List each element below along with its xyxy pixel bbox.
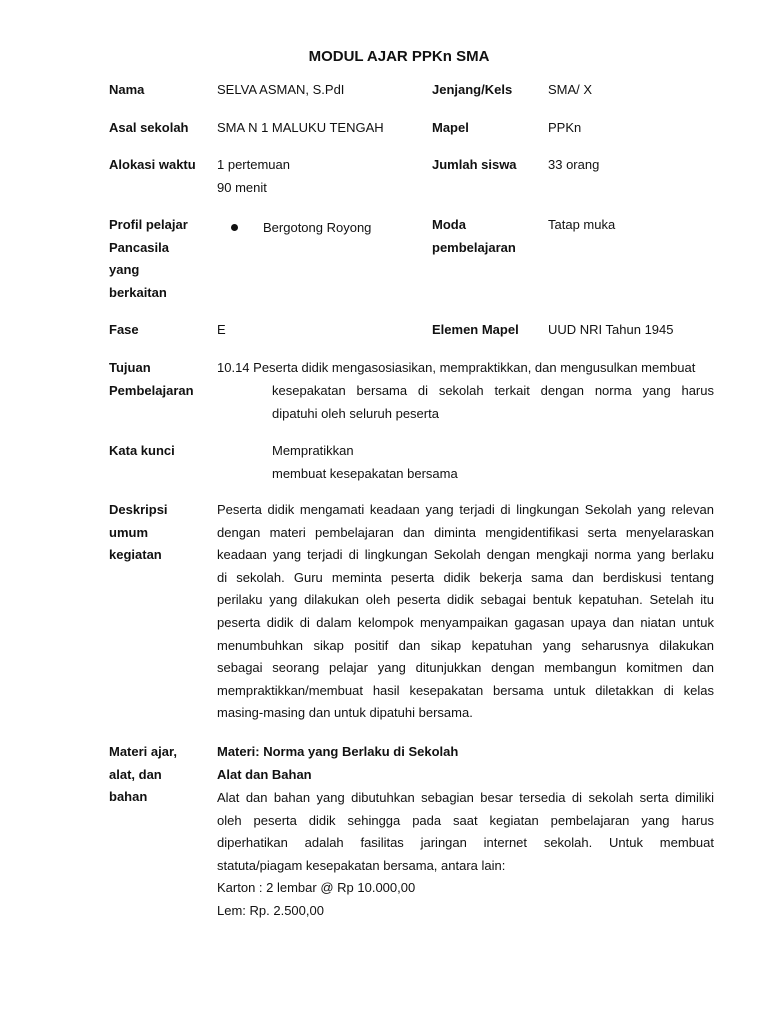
profil-label-line: yang xyxy=(109,262,140,278)
elemen-mapel-label: Elemen Mapel xyxy=(432,322,519,337)
deskripsi-label-line: kegiatan xyxy=(109,547,162,563)
tujuan-label-line: Pembelajaran xyxy=(109,382,194,398)
alokasi-line: 90 menit xyxy=(217,179,267,195)
bullet-icon xyxy=(231,224,238,231)
fase-label: Fase xyxy=(109,322,139,337)
deskripsi-line: masing-masing dan untuk dipatuhi bersama. xyxy=(217,705,473,721)
profil-pelajar-label xyxy=(109,214,213,304)
tujuan-line: dipatuhi oleh seluruh peserta xyxy=(272,405,439,421)
materi-label-line: alat, dan xyxy=(109,766,162,782)
fase-value: E xyxy=(217,322,226,337)
alat-bahan-heading: Alat dan Bahan xyxy=(217,767,312,782)
deskripsi-line: keadaan yang terjadi di lingkungan Sekolah dengan mengkaji norma yang berlaku xyxy=(217,547,714,563)
deskripsi-label xyxy=(109,499,213,567)
materi-body xyxy=(217,787,714,877)
materi-item-list xyxy=(217,877,415,922)
kata-kunci-value xyxy=(272,440,458,485)
moda-label-line: Moda xyxy=(432,217,466,232)
elemen-mapel-value: UUD NRI Tahun 1945 xyxy=(548,322,674,337)
deskripsi-body xyxy=(217,499,714,725)
deskripsi-line: mempraktikkan/membuat hasil kesepakatan bersama untuk diletakkan di kelas xyxy=(217,682,714,698)
kata-kunci-line: membuat kesepakatan bersama xyxy=(272,465,458,481)
alokasi-waktu-value xyxy=(217,154,290,199)
tujuan-body xyxy=(272,380,714,425)
deskripsi-line: sebagai seorang pelajar yang ditunjukkan dengan membangun komitmen dan xyxy=(217,660,714,676)
deskripsi-line: dengan materi pembelajaran dan diminta mengidentifikasi serta menyelaraskan xyxy=(217,524,714,540)
moda-label xyxy=(432,214,542,259)
materi-label xyxy=(109,741,213,809)
alokasi-waktu-label: Alokasi waktu xyxy=(109,157,196,172)
deskripsi-line: peserta didik di dalam kelompok menyampaikan gagasan upaya dan niatan untuk xyxy=(217,614,714,630)
materi-line: diperhatikan adalah fasilitas jaringan internet sekolah. Untuk membuat xyxy=(217,835,714,851)
deskripsi-line: Peserta didik mengamati keadaan yang terjadi di lingkungan Sekolah yang relevan xyxy=(217,502,714,517)
tujuan-first-line: 10.14 Peserta didik mengasosiasikan, mempraktikkan, dan mengusulkan membuat xyxy=(217,360,696,375)
tujuan-label-line: Tujuan xyxy=(109,360,151,375)
profil-pelajar-value: Bergotong Royong xyxy=(263,220,372,235)
moda-label-line: pembelajaran xyxy=(432,239,516,255)
profil-label-line: Profil pelajar xyxy=(109,217,188,232)
jumlah-siswa-value: 33 orang xyxy=(548,157,600,172)
mapel-label: Mapel xyxy=(432,120,469,135)
nama-label: Nama xyxy=(109,82,145,97)
profil-label-line: berkaitan xyxy=(109,284,167,300)
deskripsi-line: menumbuhkan sikap positif dan sikap kepatuhan yang seharusnya dilakukan xyxy=(217,637,714,653)
deskripsi-line: perilaku yang dilakukan oleh peserta didik sebagai bentuk kepatuhan. Setelah itu xyxy=(217,592,714,608)
profil-label-line: Pancasila xyxy=(109,239,169,255)
materi-heading: Materi: Norma yang Berlaku di Sekolah xyxy=(217,744,459,759)
asal-sekolah-value: SMA N 1 MALUKU TENGAH xyxy=(217,120,384,135)
materi-label-line: bahan xyxy=(109,789,148,805)
deskripsi-line: di sekolah. Guru meminta peserta didik bekerja sama dan berdiskusi tentang xyxy=(217,569,714,585)
deskripsi-label-line: Deskripsi xyxy=(109,502,168,517)
materi-line: oleh peserta didik sehingga pada saat kegiatan pembelajaran yang harus xyxy=(217,812,714,828)
document-title: MODUL AJAR PPKn SMA xyxy=(308,48,490,65)
tujuan-line: kesepakatan bersama di sekolah terkait dengan norma yang harus xyxy=(272,383,714,398)
jumlah-siswa-label: Jumlah siswa xyxy=(432,157,517,172)
tujuan-label xyxy=(109,357,213,402)
jenjang-value: SMA/ X xyxy=(548,82,593,97)
alokasi-line: 1 pertemuan xyxy=(217,157,290,172)
materi-line: statuta/piagam kesepakatan bersama, antara lain: xyxy=(217,857,506,873)
jenjang-label: Jenjang/Kels xyxy=(432,82,513,97)
deskripsi-label-line: umum xyxy=(109,524,148,540)
mapel-value: PPKn xyxy=(548,120,582,135)
nama-value: SELVA ASMAN, S.PdI xyxy=(217,82,345,97)
asal-sekolah-label: Asal sekolah xyxy=(109,120,189,135)
materi-item: Karton : 2 lembar @ Rp 10.000,00 xyxy=(217,880,416,895)
materi-item: Lem: Rp. 2.500,00 xyxy=(217,902,324,918)
kata-kunci-line: Mempratikkan xyxy=(272,443,354,458)
materi-line: Alat dan bahan yang dibutuhkan sebagian besar tersedia di sekolah serta dimiliki xyxy=(217,790,714,805)
moda-value: Tatap muka xyxy=(548,217,616,232)
kata-kunci-label: Kata kunci xyxy=(109,443,175,458)
materi-label-line: Materi ajar, xyxy=(109,744,177,759)
